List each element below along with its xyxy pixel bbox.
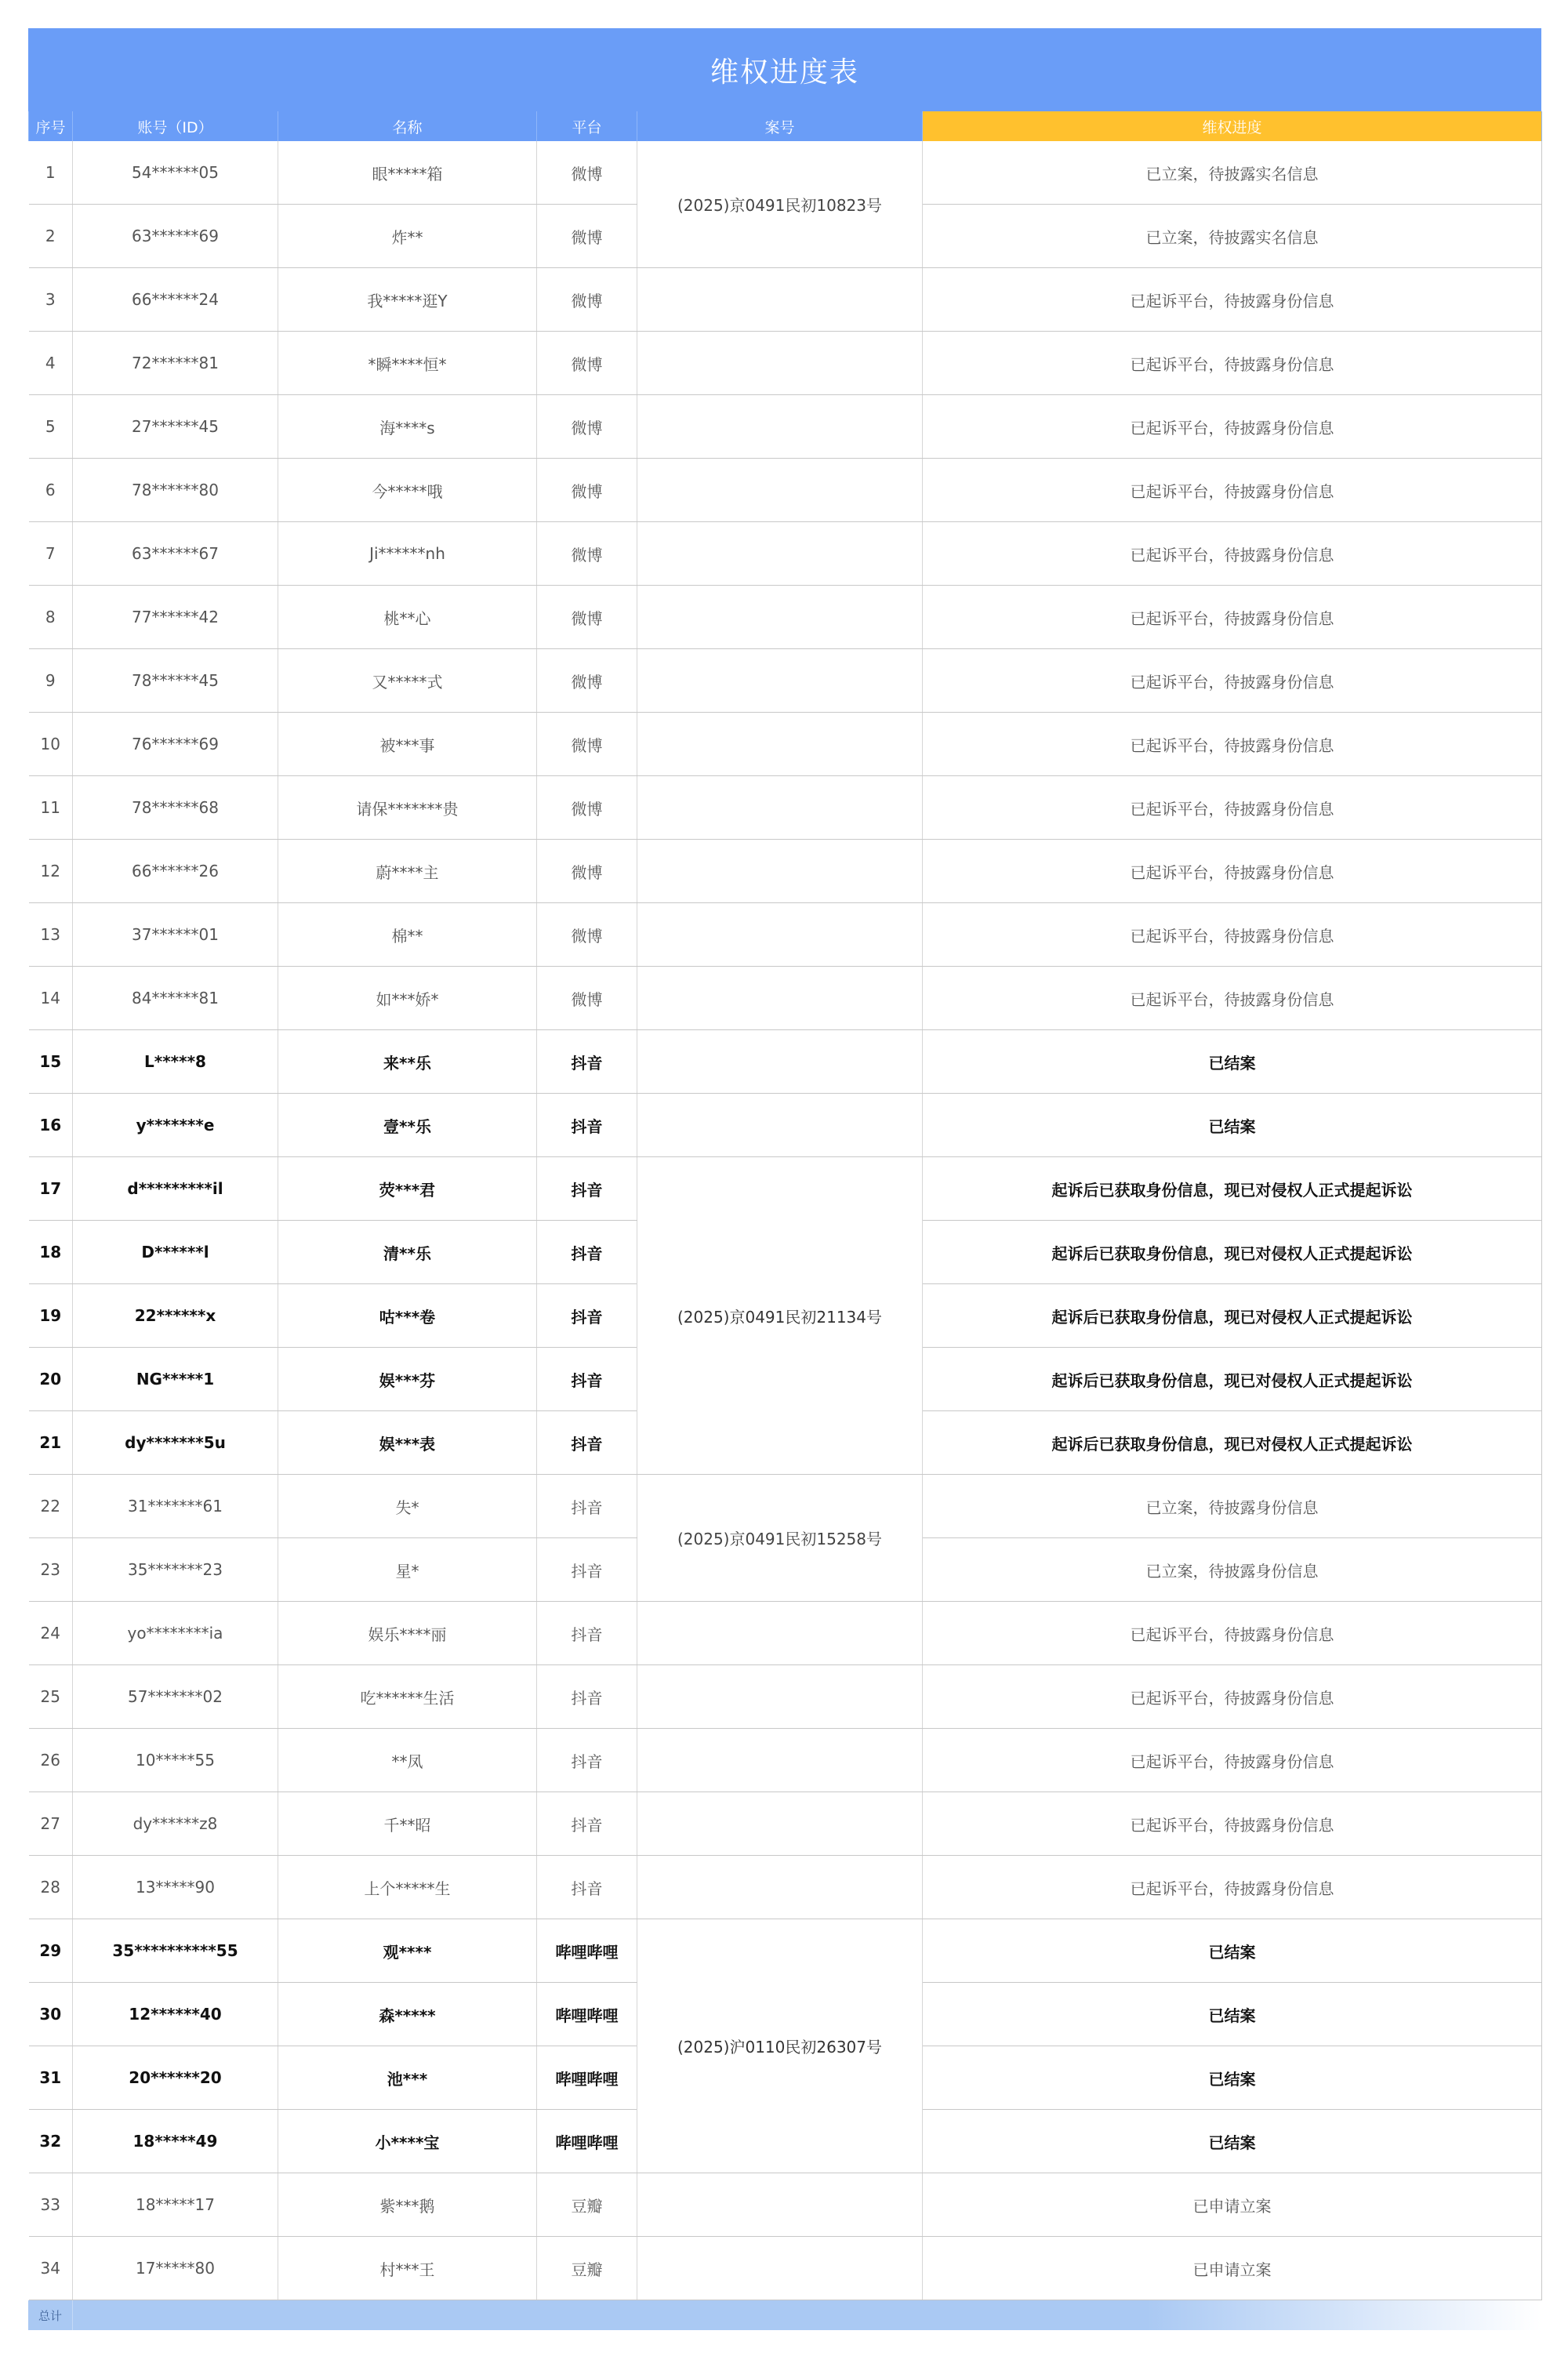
row-name: 我*****逛Y (278, 268, 537, 332)
row-name: 失* (278, 1475, 537, 1538)
row-progress: 已起诉平台，待披露身份信息 (923, 522, 1542, 586)
row-seq: 28 (29, 1856, 73, 1919)
row-seq: 31 (29, 2046, 73, 2110)
row-case-no (637, 2173, 923, 2237)
row-account: d*********il (73, 1157, 278, 1221)
table-row (29, 1475, 1542, 1538)
row-name: Ji******nh (278, 522, 537, 586)
row-seq: 16 (29, 1094, 73, 1157)
header-account: 账号（ID） (73, 111, 278, 141)
row-platform: 微博 (537, 332, 637, 395)
row-seq: 26 (29, 1729, 73, 1792)
header-platform: 平台 (537, 111, 637, 141)
row-account: NG*****1 (73, 1348, 278, 1411)
row-name: 娱***表 (278, 1411, 537, 1475)
row-seq: 32 (29, 2110, 73, 2173)
row-platform: 哔哩哔哩 (537, 2046, 637, 2110)
row-account: 27******45 (73, 395, 278, 459)
row-account: 84******81 (73, 967, 278, 1030)
row-seq: 10 (29, 713, 73, 776)
row-account: 37******01 (73, 903, 278, 967)
row-seq: 3 (29, 268, 73, 332)
row-progress: 已起诉平台，待披露身份信息 (923, 776, 1542, 840)
row-name: 请保*******贵 (278, 776, 537, 840)
table-row (29, 1919, 1542, 1983)
row-progress: 已申请立案 (923, 2173, 1542, 2237)
row-name: **凤 (278, 1729, 537, 1792)
row-name: 星* (278, 1538, 537, 1602)
row-seq: 24 (29, 1602, 73, 1665)
row-case-no (637, 776, 923, 840)
table-row (29, 776, 1542, 840)
total-fade (1146, 2300, 1541, 2330)
row-case-no (637, 1665, 923, 1729)
row-progress: 已起诉平台，待披露身份信息 (923, 1665, 1542, 1729)
row-platform: 哔哩哔哩 (537, 2110, 637, 2173)
row-progress: 已结案 (923, 2110, 1542, 2173)
row-platform: 微博 (537, 395, 637, 459)
table-row (29, 840, 1542, 903)
row-platform: 微博 (537, 649, 637, 713)
row-platform: 抖音 (537, 1792, 637, 1856)
row-progress: 已立案，待披露身份信息 (923, 1475, 1542, 1538)
row-account: 57*******02 (73, 1665, 278, 1729)
row-seq: 22 (29, 1475, 73, 1538)
table-body (29, 141, 1542, 2300)
row-case-no (637, 649, 923, 713)
row-account: 76******69 (73, 713, 278, 776)
row-platform: 抖音 (537, 1602, 637, 1665)
row-name: 桃**心 (278, 586, 537, 649)
table-row (29, 967, 1542, 1030)
row-account: 35**********55 (73, 1919, 278, 1983)
row-case-no (637, 395, 923, 459)
row-seq: 11 (29, 776, 73, 840)
table-row (29, 713, 1542, 776)
row-progress: 已起诉平台，待披露身份信息 (923, 268, 1542, 332)
row-seq: 15 (29, 1030, 73, 1094)
sheet-title: 维权进度表 (28, 28, 1541, 111)
row-name: 炸** (278, 205, 537, 268)
row-seq: 13 (29, 903, 73, 967)
row-account: 78******68 (73, 776, 278, 840)
row-seq: 1 (29, 141, 73, 205)
row-account: 66******26 (73, 840, 278, 903)
row-account: 17*****80 (73, 2237, 278, 2300)
row-name: 又*****式 (278, 649, 537, 713)
total-label: 总计 (28, 2300, 72, 2330)
row-account: 63******69 (73, 205, 278, 268)
row-account: 22******x (73, 1284, 278, 1348)
row-name: 壹**乐 (278, 1094, 537, 1157)
row-progress: 已起诉平台，待披露身份信息 (923, 1729, 1542, 1792)
row-progress: 已起诉平台，待披露身份信息 (923, 586, 1542, 649)
row-platform: 微博 (537, 713, 637, 776)
progress-table (28, 111, 1542, 2300)
row-platform: 微博 (537, 967, 637, 1030)
table-row (29, 2237, 1542, 2300)
row-platform: 抖音 (537, 1094, 637, 1157)
table-row (29, 2173, 1542, 2237)
header-name: 名称 (278, 111, 537, 141)
row-name: 海****s (278, 395, 537, 459)
table-row (29, 1030, 1542, 1094)
row-account: y*******e (73, 1094, 278, 1157)
row-platform: 哔哩哔哩 (537, 1919, 637, 1983)
table-row (29, 1157, 1542, 1221)
row-account: 18*****49 (73, 2110, 278, 2173)
row-seq: 27 (29, 1792, 73, 1856)
row-progress: 已起诉平台，待披露身份信息 (923, 459, 1542, 522)
table-row (29, 522, 1542, 586)
row-account: 18*****17 (73, 2173, 278, 2237)
row-progress: 已起诉平台，待披露身份信息 (923, 332, 1542, 395)
header-seq: 序号 (29, 111, 73, 141)
row-case-no (637, 840, 923, 903)
row-progress: 已起诉平台，待披露身份信息 (923, 395, 1542, 459)
row-platform: 哔哩哔哩 (537, 1983, 637, 2046)
row-platform: 微博 (537, 141, 637, 205)
row-name: 吃******生活 (278, 1665, 537, 1729)
table-row (29, 1729, 1542, 1792)
row-account: 63******67 (73, 522, 278, 586)
row-progress: 已起诉平台，待披露身份信息 (923, 840, 1542, 903)
row-name: 紫***鹅 (278, 2173, 537, 2237)
row-seq: 14 (29, 967, 73, 1030)
row-seq: 17 (29, 1157, 73, 1221)
row-platform: 抖音 (537, 1538, 637, 1602)
row-account: 20******20 (73, 2046, 278, 2110)
row-name: 小****宝 (278, 2110, 537, 2173)
row-case-no (637, 522, 923, 586)
row-platform: 抖音 (537, 1411, 637, 1475)
row-name: *瞬****恒* (278, 332, 537, 395)
row-progress: 已结案 (923, 1094, 1542, 1157)
row-progress: 起诉后已获取身份信息，现已对侵权人正式提起诉讼 (923, 1157, 1542, 1221)
row-seq: 19 (29, 1284, 73, 1348)
row-platform: 微博 (537, 903, 637, 967)
row-platform: 微博 (537, 776, 637, 840)
progress-sheet (28, 28, 1541, 2330)
row-name: 娱***芬 (278, 1348, 537, 1411)
row-seq: 5 (29, 395, 73, 459)
row-seq: 33 (29, 2173, 73, 2237)
row-seq: 9 (29, 649, 73, 713)
row-progress: 已起诉平台，待披露身份信息 (923, 903, 1542, 967)
row-account: 72******81 (73, 332, 278, 395)
row-name: 荧***君 (278, 1157, 537, 1221)
row-account: 77******42 (73, 586, 278, 649)
row-case-no (637, 1030, 923, 1094)
row-case-no (637, 459, 923, 522)
row-name: 千**昭 (278, 1792, 537, 1856)
row-seq: 12 (29, 840, 73, 903)
row-platform: 抖音 (537, 1157, 637, 1221)
row-seq: 7 (29, 522, 73, 586)
row-name: 被***事 (278, 713, 537, 776)
row-name: 上个*****生 (278, 1856, 537, 1919)
row-platform: 微博 (537, 586, 637, 649)
table-row (29, 649, 1542, 713)
table-row (29, 459, 1542, 522)
row-account: 12******40 (73, 1983, 278, 2046)
row-case-no: (2025)京0491民初15258号 (637, 1475, 923, 1602)
row-progress: 已结案 (923, 1919, 1542, 1983)
row-seq: 18 (29, 1221, 73, 1284)
row-account: 78******80 (73, 459, 278, 522)
row-name: 娱乐****丽 (278, 1602, 537, 1665)
row-seq: 6 (29, 459, 73, 522)
row-case-no (637, 967, 923, 1030)
row-case-no (637, 2237, 923, 2300)
row-case-no: (2025)京0491民初21134号 (637, 1157, 923, 1475)
table-row (29, 1602, 1542, 1665)
row-account: yo********ia (73, 1602, 278, 1665)
row-account: 54******05 (73, 141, 278, 205)
row-account: 10*****55 (73, 1729, 278, 1792)
row-progress: 起诉后已获取身份信息，现已对侵权人正式提起诉讼 (923, 1348, 1542, 1411)
row-case-no (637, 903, 923, 967)
row-seq: 2 (29, 205, 73, 268)
row-name: 池*** (278, 2046, 537, 2110)
row-account: 31*******61 (73, 1475, 278, 1538)
row-progress: 起诉后已获取身份信息，现已对侵权人正式提起诉讼 (923, 1221, 1542, 1284)
row-account: 13*****90 (73, 1856, 278, 1919)
row-progress: 已起诉平台，待披露身份信息 (923, 1602, 1542, 1665)
row-platform: 抖音 (537, 1665, 637, 1729)
row-platform: 抖音 (537, 1729, 637, 1792)
row-platform: 抖音 (537, 1221, 637, 1284)
row-seq: 29 (29, 1919, 73, 1983)
row-name: 今*****哦 (278, 459, 537, 522)
header-row (29, 111, 1542, 141)
row-case-no (637, 1094, 923, 1157)
row-progress: 已结案 (923, 1030, 1542, 1094)
total-fill (72, 2300, 1146, 2330)
total-row (28, 2300, 1541, 2330)
row-name: 森***** (278, 1983, 537, 2046)
table-row (29, 1792, 1542, 1856)
row-case-no (637, 1856, 923, 1919)
row-seq: 4 (29, 332, 73, 395)
row-name: 咕***卷 (278, 1284, 537, 1348)
row-seq: 30 (29, 1983, 73, 2046)
table-row (29, 395, 1542, 459)
row-name: 蔚****主 (278, 840, 537, 903)
row-name: 观**** (278, 1919, 537, 1983)
row-seq: 21 (29, 1411, 73, 1475)
row-case-no (637, 1792, 923, 1856)
row-platform: 豆瓣 (537, 2237, 637, 2300)
row-progress: 已立案，待披露实名信息 (923, 141, 1542, 205)
table-row (29, 1094, 1542, 1157)
row-platform: 抖音 (537, 1284, 637, 1348)
row-progress: 起诉后已获取身份信息，现已对侵权人正式提起诉讼 (923, 1284, 1542, 1348)
row-account: 35*******23 (73, 1538, 278, 1602)
row-name: 村***王 (278, 2237, 537, 2300)
table-row (29, 332, 1542, 395)
row-case-no (637, 1602, 923, 1665)
row-account: L*****8 (73, 1030, 278, 1094)
row-name: 棉** (278, 903, 537, 967)
row-seq: 8 (29, 586, 73, 649)
row-seq: 23 (29, 1538, 73, 1602)
row-case-no: (2025)沪0110民初26307号 (637, 1919, 923, 2173)
row-platform: 微博 (537, 205, 637, 268)
row-progress: 已申请立案 (923, 2237, 1542, 2300)
row-name: 来**乐 (278, 1030, 537, 1094)
row-account: 66******24 (73, 268, 278, 332)
row-seq: 34 (29, 2237, 73, 2300)
row-progress: 已结案 (923, 1983, 1542, 2046)
table-row (29, 1665, 1542, 1729)
table-row (29, 268, 1542, 332)
row-case-no (637, 713, 923, 776)
row-platform: 微博 (537, 840, 637, 903)
row-case-no: (2025)京0491民初10823号 (637, 141, 923, 268)
row-platform: 微博 (537, 522, 637, 586)
row-platform: 豆瓣 (537, 2173, 637, 2237)
row-account: dy*******5u (73, 1411, 278, 1475)
row-account: dy******z8 (73, 1792, 278, 1856)
header-progress: 维权进度 (923, 111, 1542, 141)
row-progress: 已起诉平台，待披露身份信息 (923, 1856, 1542, 1919)
row-seq: 20 (29, 1348, 73, 1411)
row-progress: 已立案，待披露实名信息 (923, 205, 1542, 268)
row-case-no (637, 586, 923, 649)
row-progress: 已结案 (923, 2046, 1542, 2110)
row-case-no (637, 1729, 923, 1792)
row-progress: 起诉后已获取身份信息，现已对侵权人正式提起诉讼 (923, 1411, 1542, 1475)
row-seq: 25 (29, 1665, 73, 1729)
table-row (29, 1856, 1542, 1919)
row-case-no (637, 268, 923, 332)
row-progress: 已起诉平台，待披露身份信息 (923, 649, 1542, 713)
row-progress: 已起诉平台，待披露身份信息 (923, 713, 1542, 776)
table-row (29, 141, 1542, 205)
row-progress: 已起诉平台，待披露身份信息 (923, 1792, 1542, 1856)
row-case-no (637, 332, 923, 395)
row-platform: 抖音 (537, 1475, 637, 1538)
row-platform: 微博 (537, 459, 637, 522)
row-name: 清**乐 (278, 1221, 537, 1284)
row-name: 如***娇* (278, 967, 537, 1030)
row-platform: 抖音 (537, 1030, 637, 1094)
row-account: D******l (73, 1221, 278, 1284)
row-platform: 抖音 (537, 1856, 637, 1919)
table-row (29, 586, 1542, 649)
row-account: 78******45 (73, 649, 278, 713)
row-platform: 微博 (537, 268, 637, 332)
header-case-no: 案号 (637, 111, 923, 141)
table-row (29, 903, 1542, 967)
row-name: 眼*****箱 (278, 141, 537, 205)
row-progress: 已立案，待披露身份信息 (923, 1538, 1542, 1602)
row-platform: 抖音 (537, 1348, 637, 1411)
row-progress: 已起诉平台，待披露身份信息 (923, 967, 1542, 1030)
